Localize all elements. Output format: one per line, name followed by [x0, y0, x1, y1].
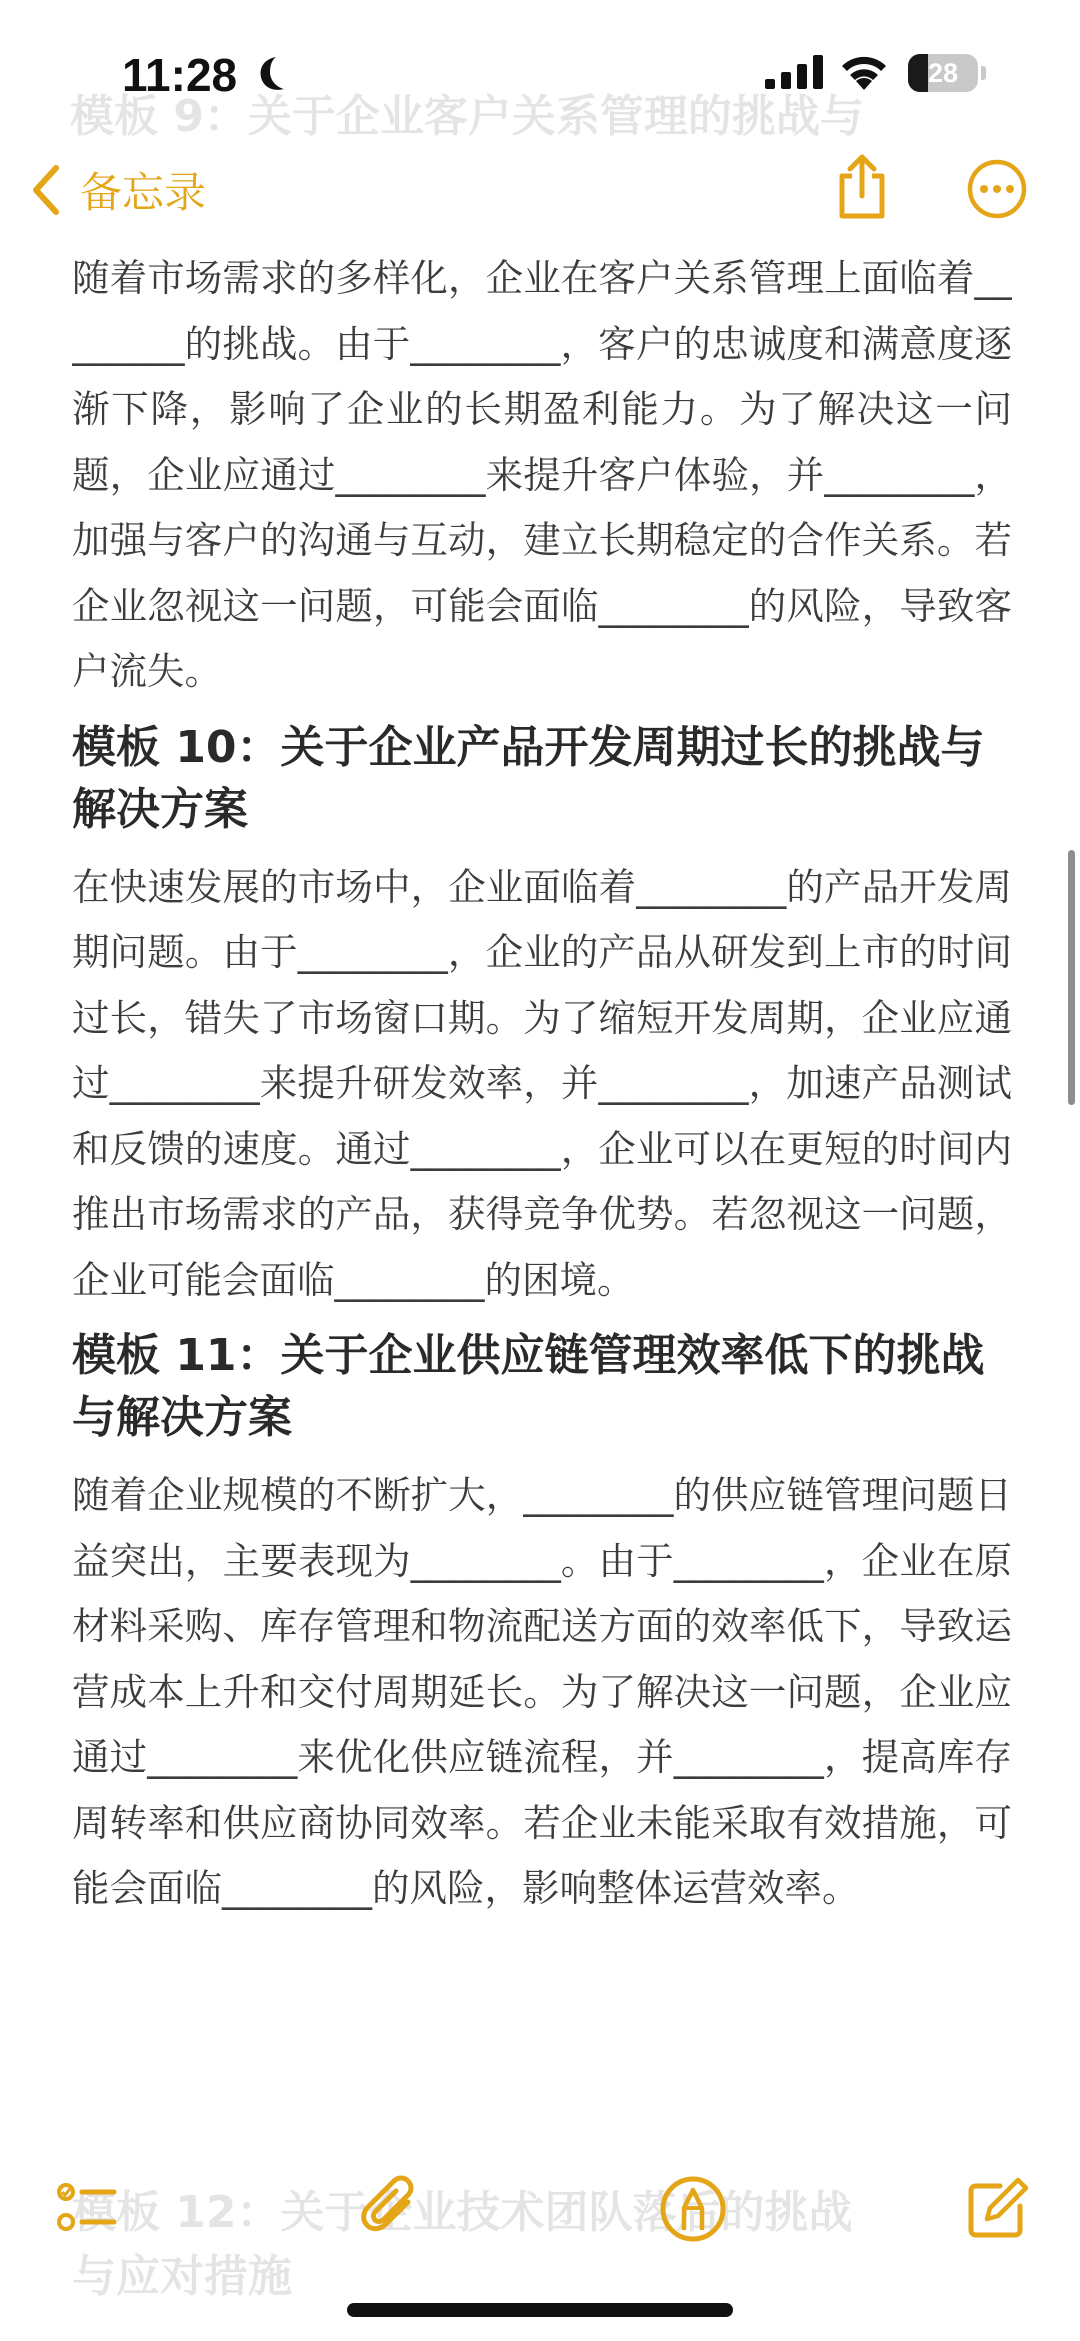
note-paragraph: 随着企业规模的不断扩大，________的供应链管理问题日益突出，主要表现为________。由于________，企业在原材料采购、库存管理和物流配送方面的效率低下，导致运营成本上升和交付周期延长。为了解决这一问题，企业应通过________来优化供应链流程，并________，提高库存周转率和供应商协同效率。若企业未能采取有效措施，可能会面临________的风险，影响整体运营效率。	[72, 1473, 1012, 1910]
scrolled-heading-ghost: 模板 9：关于企业客户关系管理的挑战与	[70, 91, 864, 142]
status-bar	[0, 0, 1080, 140]
battery-icon	[908, 54, 978, 92]
checklist-icon[interactable]	[52, 2174, 122, 2244]
ellipsis-icon[interactable]	[966, 158, 1028, 220]
note-heading: 模板 10：关于企业产品开发周期过长的挑战与解决方案	[72, 721, 985, 835]
nav-bar	[0, 140, 1080, 240]
moon-icon	[254, 54, 288, 94]
scrolled-heading-ghost: 模板 12：关于企业技术团队落后的挑战	[72, 2187, 853, 2238]
home-indicator[interactable]	[347, 2303, 733, 2317]
scrolled-heading-ghost: 与应对措施	[72, 2251, 292, 2302]
bottom-toolbar	[0, 2160, 1080, 2280]
scroll-indicator[interactable]	[1068, 850, 1075, 1105]
wifi-icon	[838, 52, 890, 92]
note-heading: 模板 11：关于企业供应链管理效率低下的挑战与解决方案	[72, 1330, 985, 1443]
share-icon[interactable]	[832, 152, 892, 222]
note-body[interactable]	[72, 240, 1012, 2135]
note-paragraph: 在快速发展的市场中，企业面临着________的产品开发周期问题。由于________，企业的产品从研发到上市的时间过长，错失了市场窗口期。为了缩短开发周期，企业应通过________来提升研发效率，并________，加速产品测试和反馈的速度。通过________，企业可以在更短的时间内推出市场需求的产品，获得竞争优势。若忽视这一问题，企业可能会面临________的困境。	[72, 864, 1012, 1302]
battery-tip	[981, 66, 986, 80]
paperclip-icon[interactable]	[356, 2174, 426, 2244]
markup-pen-icon[interactable]	[658, 2174, 728, 2244]
battery-level: 28	[927, 58, 959, 88]
status-time: 11:28	[122, 49, 238, 101]
back-button[interactable]	[28, 158, 206, 222]
note-paragraph: 随着市场需求的多样化，企业在客户关系管理上面临着________的挑战。由于________，客户的忠诚度和满意度逐渐下降，影响了企业的长期盈利能力。为了解决这一问题，企业应通过________来提升客户体验，并________，加强与客户的沟通与互动，建立长期稳定的合作关系。若企业忽视这一问题，可能会面临________的风险，导致客户流失。	[72, 256, 1012, 693]
signal-icon	[765, 55, 823, 89]
compose-icon[interactable]	[962, 2174, 1032, 2244]
chevron-left-icon	[28, 162, 64, 218]
back-label: 备忘录	[80, 168, 207, 217]
